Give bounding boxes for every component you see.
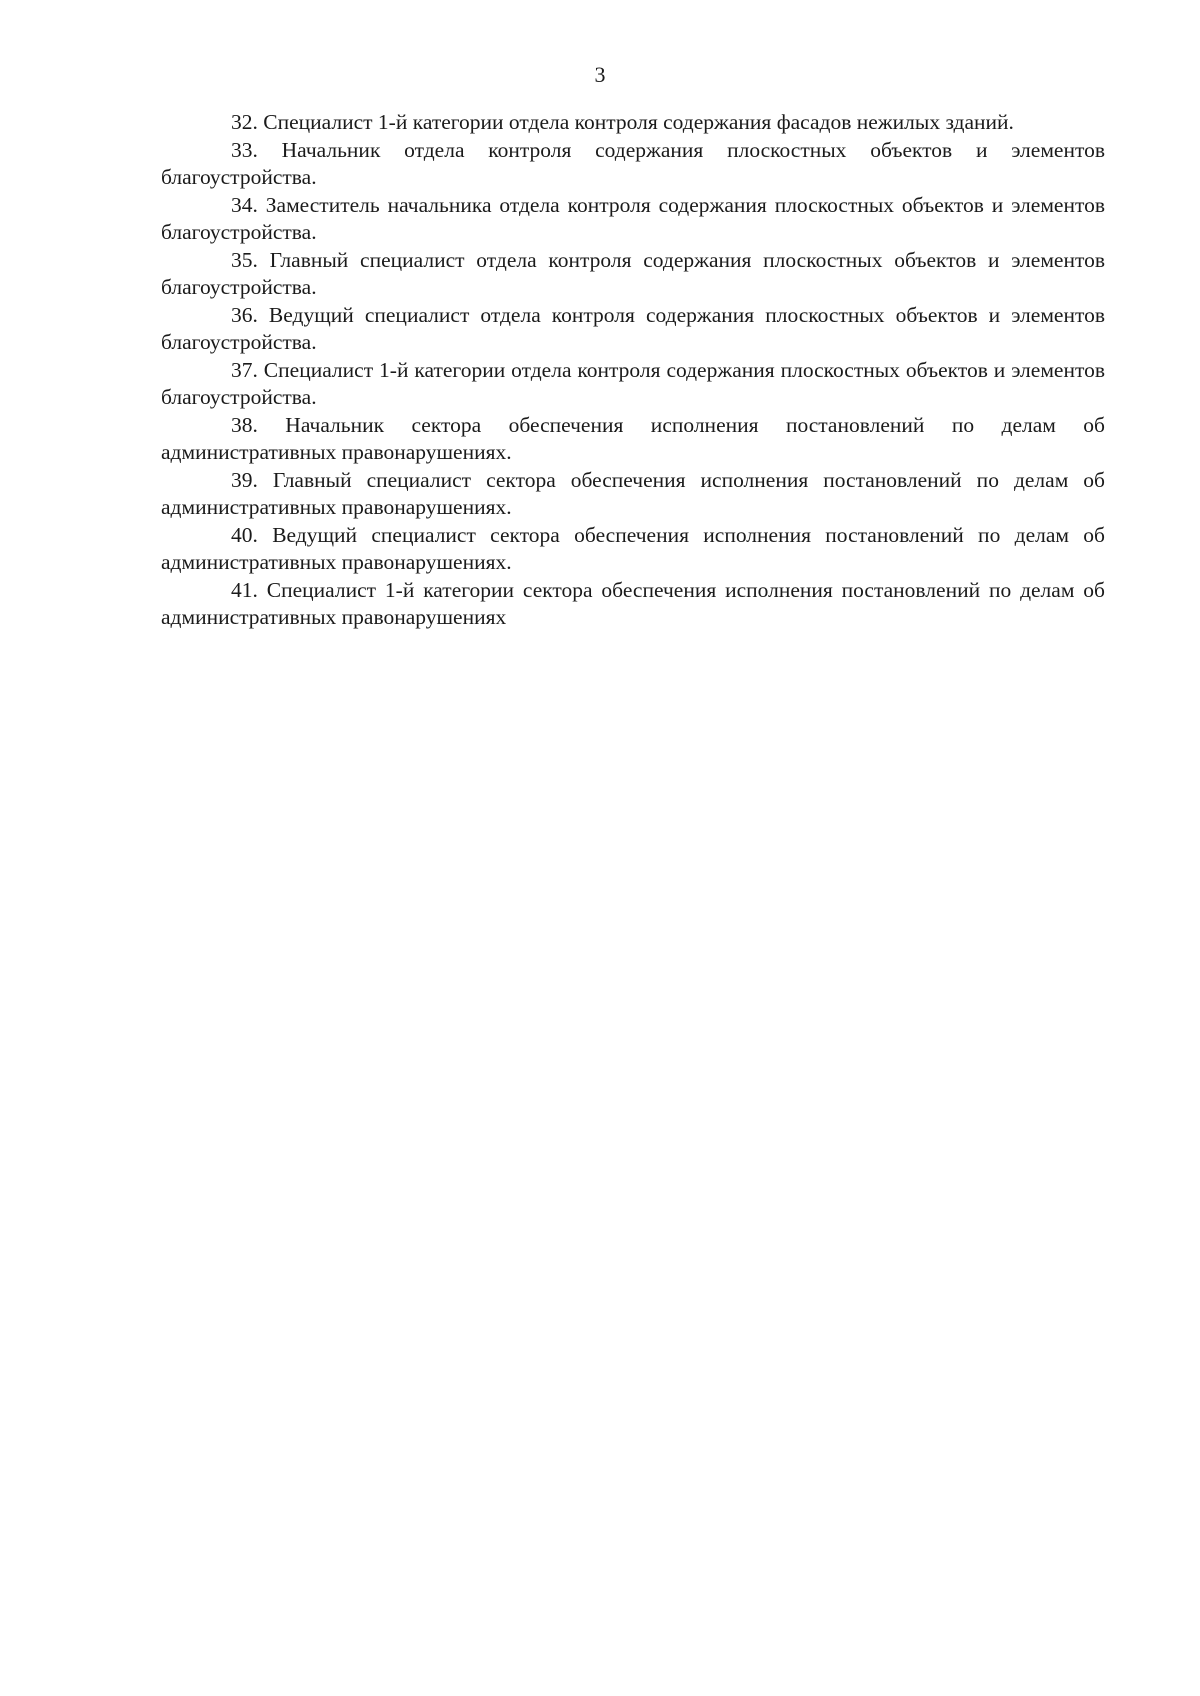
page-number: 3	[594, 62, 606, 87]
list-item: 36. Ведущий специалист отдела контроля содержания плоскостных объектов и элементов благоустройства.	[161, 302, 1105, 354]
list-item: 39. Главный специалист сектора обеспечения исполнения постановлений по делам об административных правонарушениях.	[161, 467, 1105, 519]
list-item: 38. Начальник сектора обеспечения исполнения постановлений по делам об административных правонарушениях.	[161, 412, 1105, 464]
position-list	[161, 109, 1105, 632]
list-item: 33. Начальник отдела контроля содержания плоскостных объектов и элементов благоустройства.	[161, 137, 1105, 189]
list-item: 35. Главный специалист отдела контроля содержания плоскостных объектов и элементов благоустройства.	[161, 247, 1105, 299]
list-item: 40. Ведущий специалист сектора обеспечения исполнения постановлений по делам об административных правонарушениях.	[161, 522, 1105, 574]
list-item: 37. Специалист 1-й категории отдела контроля содержания плоскостных объектов и элементов благоустройства.	[161, 357, 1105, 409]
list-item: 32. Специалист 1-й категории отдела контроля содержания фасадов нежилых зданий.	[231, 110, 1014, 134]
list-item: 41. Специалист 1-й категории сектора обеспечения исполнения постановлений по делам об административных правонарушениях	[161, 577, 1105, 629]
list-item: 34. Заместитель начальника отдела контроля содержания плоскостных объектов и элементов благоустройства.	[161, 192, 1105, 244]
